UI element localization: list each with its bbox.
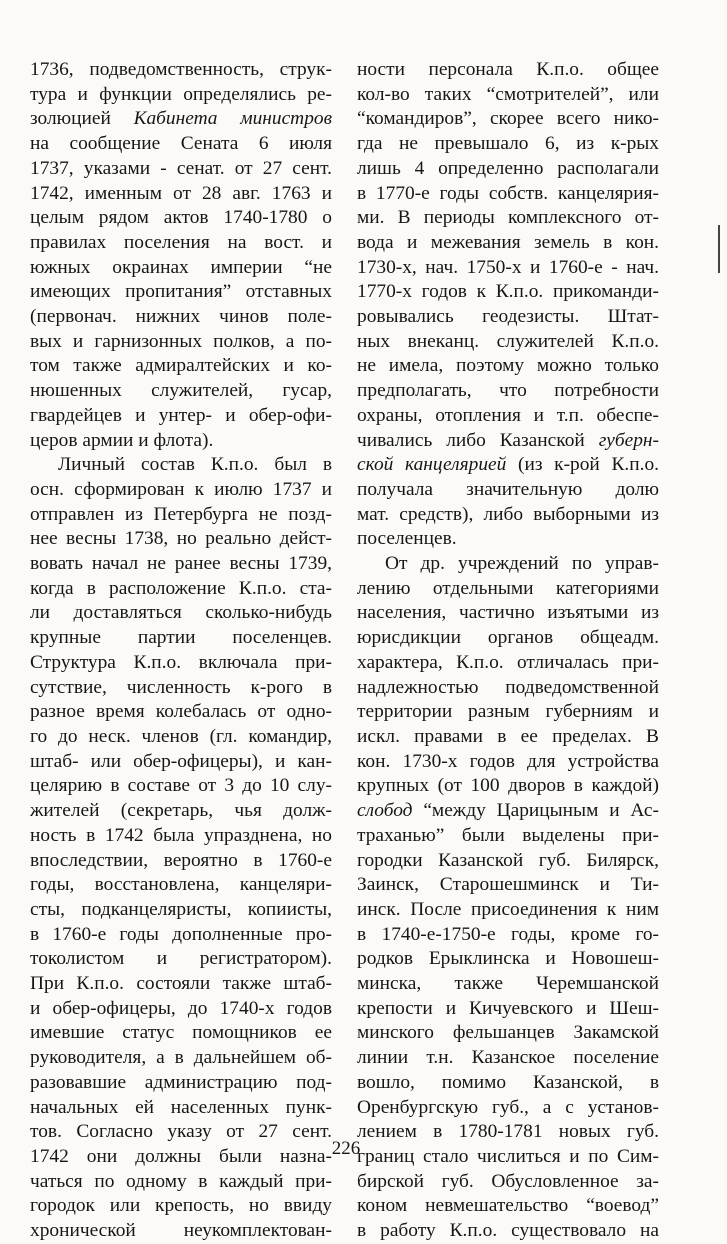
text-line xyxy=(30,83,332,108)
text-line xyxy=(30,305,332,330)
text-run: целым рядом актов 1740-1780 о xyxy=(30,207,332,229)
text-line xyxy=(357,1071,659,1096)
text-run: лению отдельными категориями xyxy=(357,577,659,599)
text-run: линии т.н. Казанское поселение xyxy=(357,1047,659,1069)
text-line xyxy=(30,379,332,404)
text-run: границ стало числиться и по Сим- xyxy=(357,1145,659,1167)
text-run: (первонач. нижних чинов поле- xyxy=(30,306,332,328)
text-run: чаться по одному в каждый при- xyxy=(30,1170,332,1192)
text-run: Заинск, Старошешминск и Ти- xyxy=(357,874,659,896)
text-line xyxy=(30,429,332,454)
text-run: крупных (от 100 дворов в каждой) xyxy=(357,775,659,797)
text-line xyxy=(30,1194,332,1219)
text-run: кол-во таких “смотрителей”, или xyxy=(357,83,659,105)
text-line xyxy=(357,305,659,330)
text-run: характера, К.п.о. отличалась при- xyxy=(357,651,659,673)
text-run: охраны, отопления и т.п. обеспе- xyxy=(357,404,659,426)
text-run: отправлен из Петербурга не позд- xyxy=(30,503,332,525)
text-line xyxy=(30,478,332,503)
text-line xyxy=(357,83,659,108)
text-run: “между Царицыным и Ас- xyxy=(412,800,659,822)
text-line xyxy=(357,651,659,676)
text-run: искл. правами в ее пределах. В xyxy=(357,725,659,747)
text-run: тов. Согласно указу от 27 сент. xyxy=(30,1121,332,1143)
text-line xyxy=(30,577,332,602)
text-run: “командиров”, скорее всего нико- xyxy=(357,108,659,130)
text-run: городки Казанской губ. Билярск, xyxy=(357,849,659,871)
text-run: получала значительную долю xyxy=(357,478,659,500)
text-line xyxy=(357,1170,659,1195)
text-line xyxy=(30,923,332,948)
text-line xyxy=(30,552,332,577)
text-run: территории разным губерниям и xyxy=(357,701,659,723)
text-run: на сообщение Сената 6 июля xyxy=(30,133,332,155)
text-line xyxy=(30,503,332,528)
text-line xyxy=(357,947,659,972)
text-run: в 1770-е годы собств. канцелярия- xyxy=(357,182,659,204)
text-run: предполагать, что потребности xyxy=(357,380,659,402)
text-line xyxy=(357,923,659,948)
text-run: кон. 1730-х годов для устройства xyxy=(357,750,659,772)
text-run: в 1740-е-1750-е годы, кроме го- xyxy=(357,923,659,945)
text-line xyxy=(357,626,659,651)
text-run: поселенцев. xyxy=(357,528,457,550)
text-line xyxy=(357,478,659,503)
italic-text: слобод xyxy=(357,800,413,822)
text-line xyxy=(357,132,659,157)
italic-text: Кабинета министров xyxy=(133,108,332,130)
text-run: впоследствии, вероятно в 1760-е xyxy=(30,849,332,871)
text-line xyxy=(30,972,332,997)
page-number: 226 xyxy=(331,1138,361,1159)
text-line xyxy=(30,601,332,626)
text-line xyxy=(357,849,659,874)
text-line xyxy=(30,1071,332,1096)
text-line xyxy=(30,1096,332,1121)
text-line xyxy=(30,330,332,355)
text-line xyxy=(357,750,659,775)
text-run: осн. сформирован к июлю 1737 и xyxy=(30,478,332,500)
text-run: нюшенных служителей, гусар, xyxy=(30,380,332,402)
text-line xyxy=(357,354,659,379)
text-line xyxy=(30,527,332,552)
text-line xyxy=(357,231,659,256)
text-run: минского фельшанцев Закамской xyxy=(357,1022,659,1044)
text-line xyxy=(357,157,659,182)
text-line xyxy=(30,157,332,182)
text-line xyxy=(30,1046,332,1071)
text-run: руководителя, а в дальнейшем об- xyxy=(30,1047,332,1069)
text-run: крепости и Кичуевского и Шеш- xyxy=(357,997,659,1019)
text-run: токолистом и регистратором). xyxy=(30,948,332,970)
text-line xyxy=(357,58,659,83)
text-line xyxy=(30,824,332,849)
text-run: надлежностью подведомственной xyxy=(357,676,659,698)
text-run: тура и функции определялись ре- xyxy=(30,83,332,105)
text-line xyxy=(30,676,332,701)
text-run: 1737, указами - сенат. от 27 сент. xyxy=(30,157,332,179)
text-line xyxy=(357,1194,659,1219)
text-run: населения, частично изъятыми из xyxy=(357,602,659,624)
text-line xyxy=(30,947,332,972)
text-line xyxy=(30,799,332,824)
text-run: городок или крепость, но ввиду xyxy=(30,1195,332,1217)
text-line xyxy=(30,626,332,651)
text-line xyxy=(357,527,659,552)
text-run: правилах поселения на вост. и xyxy=(30,231,332,253)
text-run: бирской губ. Обусловленное за- xyxy=(357,1170,659,1192)
text-run: го до неск. членов (гл. командир, xyxy=(30,725,332,747)
text-line xyxy=(30,182,332,207)
margin-mark xyxy=(718,225,720,273)
text-run: 1742 они должны были назна- xyxy=(30,1145,332,1167)
text-run: ли доставляться сколько-нибудь xyxy=(30,602,332,624)
text-line xyxy=(357,1219,659,1244)
text-line xyxy=(30,774,332,799)
text-run: лишь 4 определенно располагали xyxy=(357,157,659,179)
italic-text: губерн- xyxy=(598,429,659,451)
text-run: 1736, подведомственность, струк- xyxy=(30,59,332,80)
text-run: том также адмиралтейских и ко- xyxy=(30,355,332,377)
text-run: 1742, именным от 28 авг. 1763 и xyxy=(30,182,332,204)
text-line xyxy=(357,453,659,478)
text-line xyxy=(357,898,659,923)
text-line xyxy=(357,256,659,281)
text-line xyxy=(357,404,659,429)
text-run: ных внеканц. служителей К.п.о. xyxy=(357,330,659,352)
text-line xyxy=(357,429,659,454)
text-line xyxy=(30,997,332,1022)
text-run: Личный состав К.п.о. был в xyxy=(58,454,332,476)
text-line xyxy=(357,330,659,355)
text-line xyxy=(357,577,659,602)
text-run: южных окраинах империи “не xyxy=(30,256,332,278)
text-run: 1770-х годов к К.п.о. прикоманди- xyxy=(357,281,659,303)
text-run: ровывались геодезисты. Штат- xyxy=(357,306,659,328)
text-line xyxy=(30,1219,332,1244)
text-run: золюцией xyxy=(30,108,134,130)
text-run: сты, подканцеляристы, копиисты, xyxy=(30,898,332,920)
text-run: годы, восстановлена, канцеляри- xyxy=(30,874,332,896)
text-run: разовавшие администрацию под- xyxy=(30,1071,332,1093)
text-line xyxy=(30,354,332,379)
text-line xyxy=(357,774,659,799)
text-line xyxy=(30,280,332,305)
text-run: вода и межевания земель в кон. xyxy=(357,231,659,253)
text-line xyxy=(357,972,659,997)
text-run: вошло, помимо Казанской, в xyxy=(357,1071,659,1093)
text-line xyxy=(30,1021,332,1046)
text-line xyxy=(30,750,332,775)
text-run: начальных ей населенных пунк- xyxy=(30,1096,332,1118)
text-line xyxy=(357,107,659,132)
text-run: сутствие, численность к-рого в xyxy=(30,676,332,698)
text-run: ми. В периоды комплексного от- xyxy=(357,207,659,229)
text-run: крупные партии поселенцев. xyxy=(30,627,332,649)
text-run: штаб- или обер-офицеры), и кан- xyxy=(30,750,332,772)
right-column xyxy=(357,58,659,1244)
text-run: минска, также Черемшанской xyxy=(357,973,659,995)
text-line xyxy=(357,997,659,1022)
text-line xyxy=(357,601,659,626)
text-line xyxy=(357,799,659,824)
italic-text: ской канцелярией xyxy=(357,454,507,476)
text-line xyxy=(357,182,659,207)
text-line xyxy=(357,280,659,305)
text-run: инск. После присоединения к ним xyxy=(357,898,659,920)
text-run: юрисдикции органов общеадм. xyxy=(357,627,659,649)
text-line xyxy=(357,552,659,577)
text-line xyxy=(357,206,659,231)
text-run: гвардейцев и унтер- и обер-офи- xyxy=(30,404,332,426)
text-line xyxy=(357,1096,659,1121)
text-run: родков Ерыклинска и Новошеш- xyxy=(357,948,659,970)
text-line xyxy=(357,676,659,701)
text-line xyxy=(357,725,659,750)
text-run: ности персонала К.п.о. общее xyxy=(357,59,659,80)
text-run: вовать начал не ранее весны 1739, xyxy=(30,553,332,575)
text-line xyxy=(30,231,332,256)
text-line xyxy=(357,1046,659,1071)
text-line xyxy=(30,107,332,132)
text-line xyxy=(357,503,659,528)
text-line xyxy=(30,453,332,478)
text-line xyxy=(357,824,659,849)
text-run: (из к-рой К.п.о. xyxy=(506,454,660,476)
text-run: Структура К.п.о. включала при- xyxy=(30,651,332,673)
text-line xyxy=(30,898,332,923)
text-run: когда в расположение К.п.о. ста- xyxy=(30,577,332,599)
text-run: не имела, поэтому можно только xyxy=(357,355,659,377)
text-run: вых и гарнизонных полков, а по- xyxy=(30,330,332,352)
text-run: лением в 1780-1781 новых губ. xyxy=(357,1121,659,1143)
text-line xyxy=(357,873,659,898)
text-line xyxy=(30,700,332,725)
text-line xyxy=(30,404,332,429)
text-run: Оренбургскую губ., а с установ- xyxy=(357,1096,659,1118)
text-line xyxy=(357,700,659,725)
text-run: 1730-х, нач. 1750-х и 1760-е - нач. xyxy=(357,256,659,278)
text-line xyxy=(30,1170,332,1195)
text-run: имевшие статус помощников ее xyxy=(30,1022,332,1044)
left-column xyxy=(30,58,332,1244)
text-run: коном невмешательство “воевод” xyxy=(357,1195,659,1217)
text-line xyxy=(357,1021,659,1046)
text-line xyxy=(30,849,332,874)
text-run: При К.п.о. состояли также штаб- xyxy=(30,973,332,995)
text-line xyxy=(357,379,659,404)
text-line xyxy=(30,725,332,750)
text-run: и обер-офицеры, до 1740-х годов xyxy=(30,997,332,1019)
text-line xyxy=(30,58,332,83)
text-run: траханью” были выделены при- xyxy=(357,824,659,846)
text-run: в работу К.п.о. существовало на xyxy=(357,1220,659,1242)
text-run: имеющих пропитания” отставных xyxy=(30,281,332,303)
text-line xyxy=(30,132,332,157)
text-run: хронической неукомплектован- xyxy=(30,1220,332,1242)
text-run: чивались либо Казанской xyxy=(357,429,599,451)
text-run: ность в 1742 была упразднена, но xyxy=(30,824,332,846)
text-line xyxy=(30,873,332,898)
text-run: гда не превышало 6, из к-рых xyxy=(357,133,659,155)
text-line xyxy=(30,651,332,676)
text-line xyxy=(30,256,332,281)
text-line xyxy=(30,206,332,231)
text-run: в 1760-е годы дополненные про- xyxy=(30,923,332,945)
text-run: От др. учреждений по управ- xyxy=(385,553,659,575)
text-run: целярию в составе от 3 до 10 слу- xyxy=(30,775,332,797)
text-run: мат. средств), либо выборными из xyxy=(357,503,659,525)
text-run: церов армии и флота). xyxy=(30,429,214,451)
text-run: нее весны 1738, но реально дейст- xyxy=(30,528,332,550)
text-run: разное время колебалась от одно- xyxy=(30,701,332,723)
text-run: жителей (секретарь, чья долж- xyxy=(30,800,332,822)
